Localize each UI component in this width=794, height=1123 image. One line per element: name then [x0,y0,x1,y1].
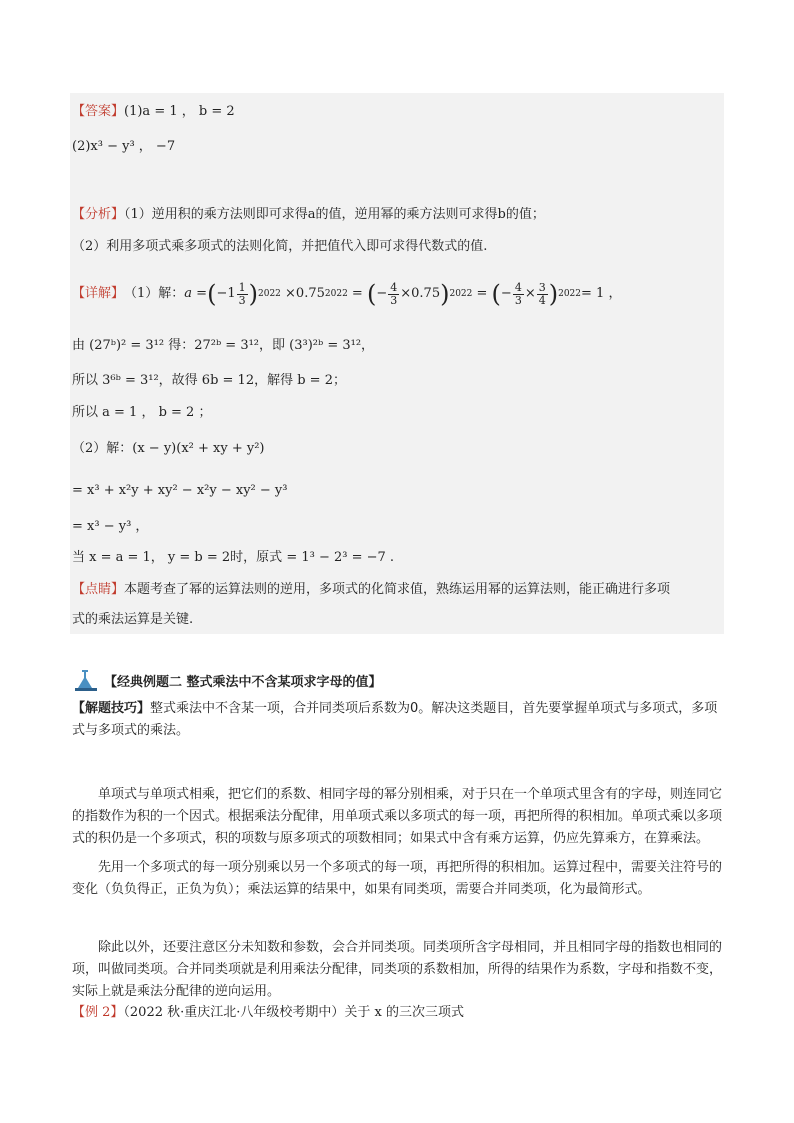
detail-line-4: 所以 a = 1 ， b = 2 ； [72,405,212,420]
exp-4: 2022 [558,289,582,299]
comment-text-1: 本题考查了幂的运算法则的逆用，多项式的化简求值，熟练运用幂的运算法则，能正确进行多项 [124,582,671,597]
exp-3: 2022 [449,289,473,299]
detail-line-2: 由 (27ᵇ)² = 3¹² 得：27²ᵇ = 3¹²，即 (3³)²ᵇ = 3¹²， [72,338,375,353]
tips-paragraph-4: 除此以外，还要注意区分未知数和参数，会合并同类项。同类项所含字母相同，并且相同字母的指数也相同的项，叫做同类项。合并同类项就是利用乘法分配律，同类项的系数相加，所得的结果作为系数，字母和指数不变，实际上就是乘法分配律的逆向运用。 [72,940,723,999]
analysis-text-1: （1）逆用积的乘方法则即可求得a的值，逆用幂的乘方法则可求得b的值； [124,207,545,222]
microscope-icon [72,668,100,692]
analysis-line-1 [72,206,545,224]
tips-paragraph-2: 单项式与单项式相乘，把它们的系数、相同字母的幂分别相乘，对于只在一个单项式里含有的字母，则连同它的指数作为积的一个因式。根据乘法分配律，用单项式乘以多项式的每一项，再把所得的积相加。单项式乘以多项式的积仍是一个多项式，积的项数与原多项式的项数相同；如果式中含有乘方运算，仍应先算乘方，在算乘法。 [72,787,723,846]
detail-line-6: = x³ + x²y + xy² − x²y − xy² − y³ [72,483,288,498]
detail-line-7: = x³ − y³ ， [72,519,149,534]
section-title-text: 【经典例题二 整式乘法中不含某项求字母的值】 [104,674,382,690]
comment-tag: 【点睛】 [72,582,125,597]
eq-a: a = [184,286,208,301]
answer-line-2: (2)x³ − y³ ， −7 [72,139,176,154]
answer-part-1: (1)a = 1 ， b = 2 [124,104,235,119]
tips-paragraph-3: 先用一个多项式的每一项分别乘以另一个多项式的每一项，再把所得的积相加。运算过程中，需要关注符号的变化（负负得正，正负为负）；乘法运算的结果中，如果有同类项，需要合并同类项，化为最简形式。 [72,860,723,897]
answer-line-1 [72,103,235,121]
example-tag: 【例 2】 [72,1005,124,1020]
comment-line-1 [72,581,670,599]
analysis-tag: 【分析】 [72,207,125,222]
tips-tag: 【解题技巧】 [72,701,151,716]
analysis-line-2: （2）利用多项式乘多项式的法则化简，并把值代入即可求得代数式的值. [72,239,488,254]
detail-line-8: 当 x = a = 1， y = b = 2时，原式 = 1³ − 2³ = −7 . [72,550,395,565]
detail-line-3: 所以 3⁶ᵇ = 3¹²，故得 6b = 12，解得 b = 2； [72,373,346,388]
detail-line-1: 【详解】 （1）解： a = ( −1 $\frac{1}{3}$ ) 2022 ×0.75 2022 = ( − $\frac{4}{3}$ ×0.75 ) 2022 = ( − $\frac{4}{3}$ × $\frac{3}{4}$ ) 2022 = 1 ， [72,280,622,308]
tips-paragraph-1 [72,698,724,742]
detail-tag: 【详解】 [72,286,125,301]
section-title [72,668,382,692]
eq1-tail: = 1 ， [581,286,622,301]
exp-1: 2022 [258,289,281,299]
detail-line-5: （2）解：(x − y)(x² + xy + y²) [72,441,265,456]
exp-2: 2022 [324,289,348,299]
example-line [72,1004,464,1022]
detail-intro: （1）解： [124,286,185,301]
answer-tag: 【答案】 [72,104,125,119]
tips-text-1: 整式乘法中不含某一项，合并同类项后系数为0。解决这类题目，首先要掌握单项式与多项式，多项式与多项式的乘法。 [72,701,718,738]
comment-line-2: 式的乘法运算是关键. [72,612,194,627]
example-text: （2022 秋·重庆江北·八年级校考期中）关于 x 的三次三项式 [123,1005,464,1020]
